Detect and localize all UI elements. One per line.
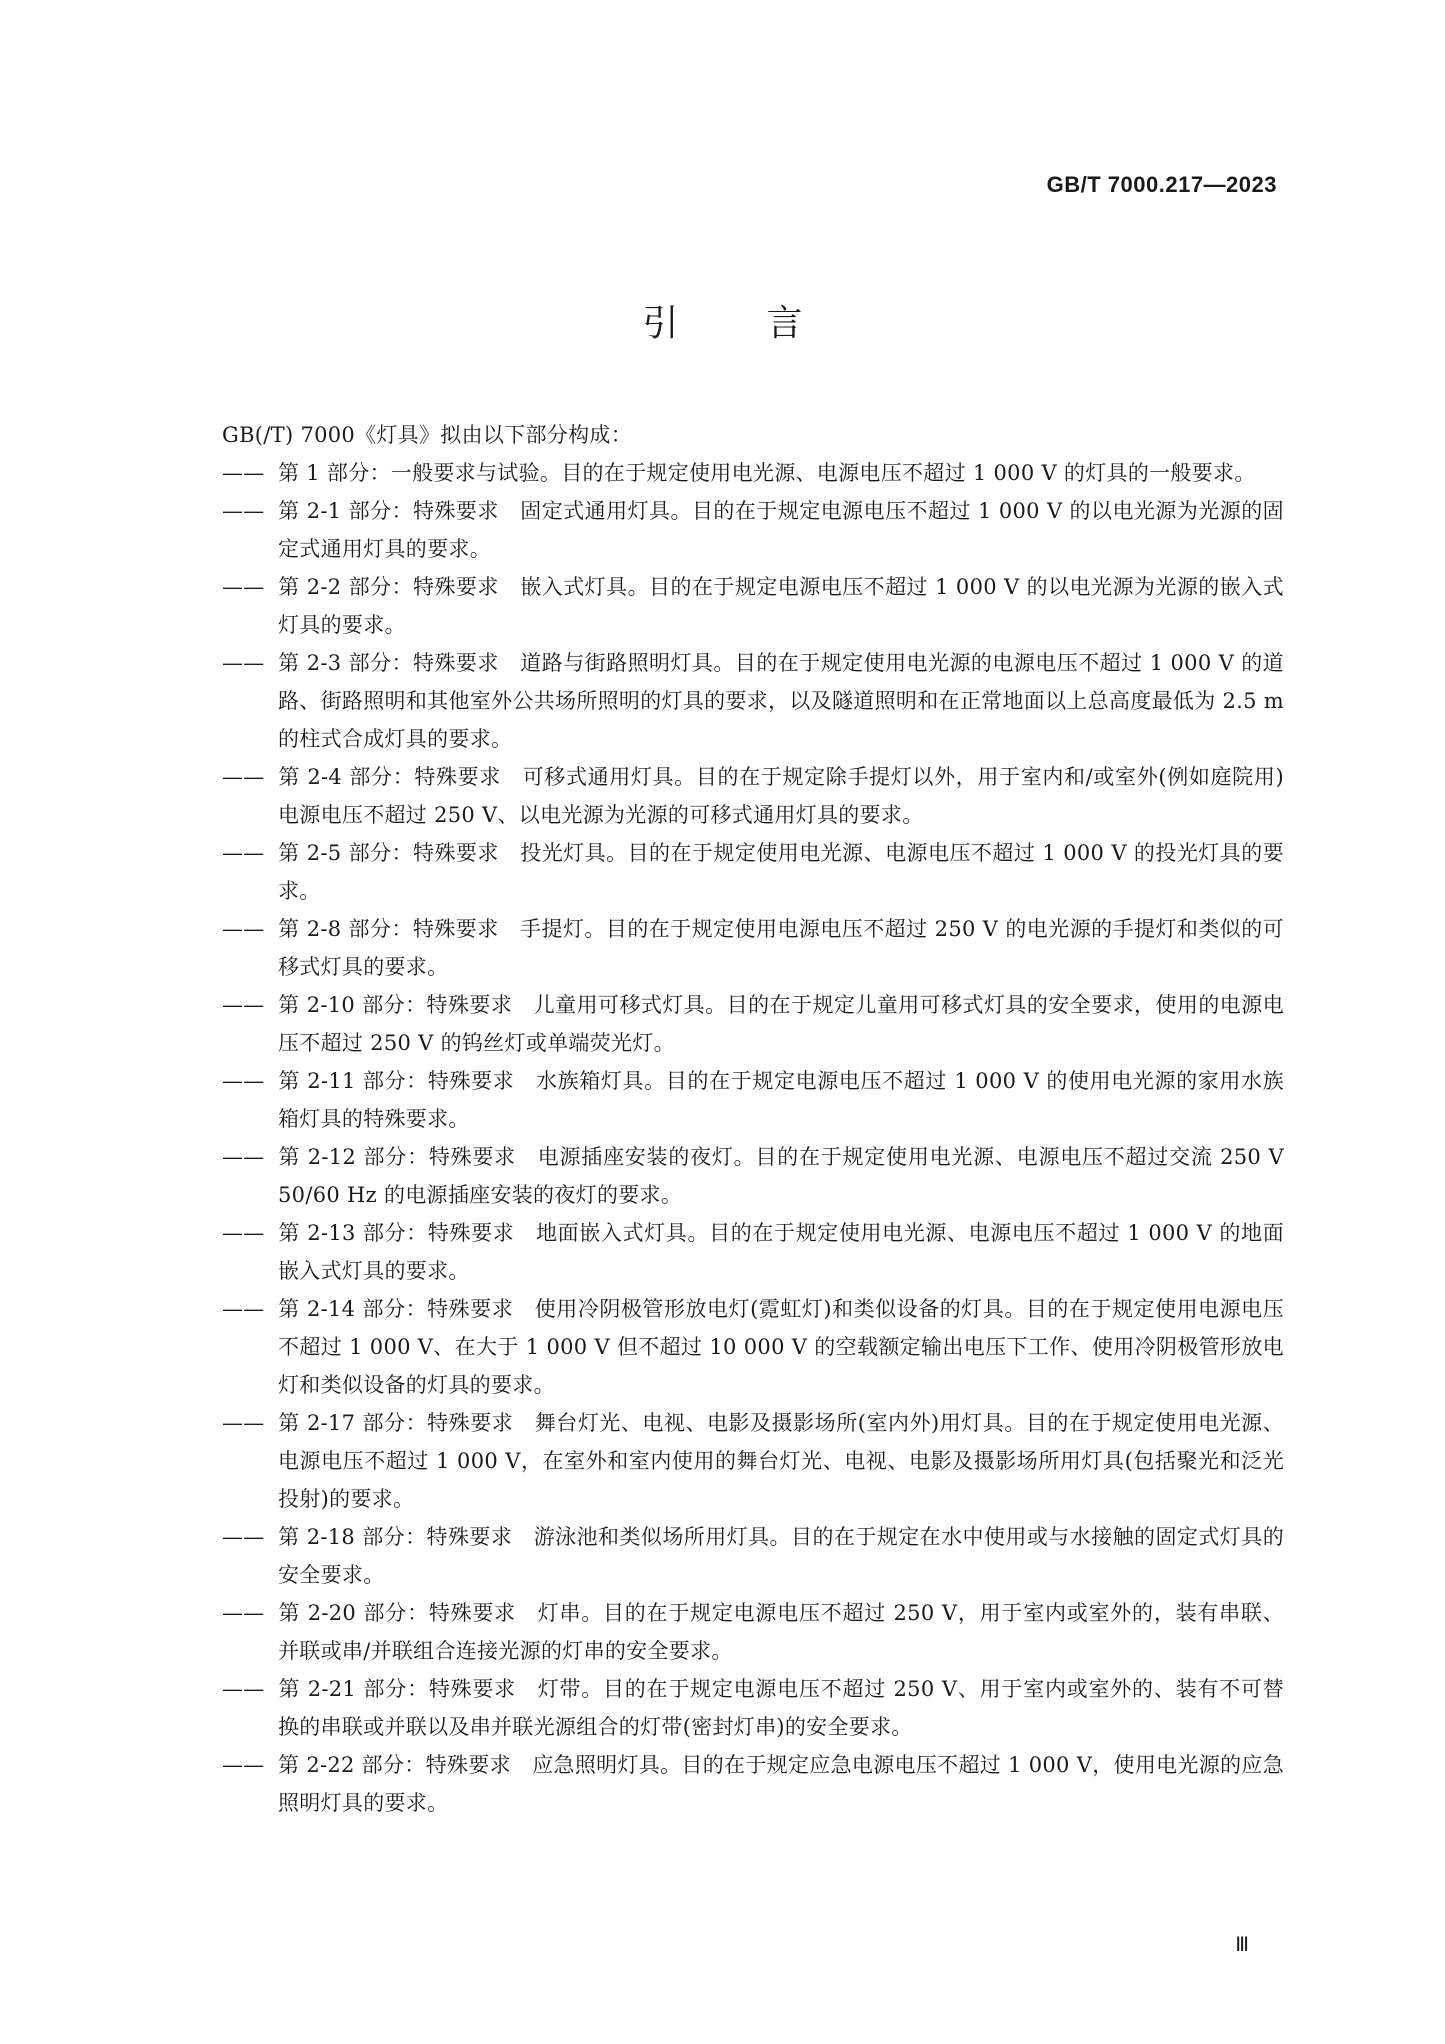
list-item xyxy=(222,1214,1284,1290)
list-item-text: 第 2-8 部分：特殊要求 手提灯。目的在于规定使用电源电压不超过 250 V 的电光源的手提灯和类似的可移式灯具的要求。 xyxy=(278,917,1284,979)
list-item-text: 第 2-22 部分：特殊要求 应急照明灯具。目的在于规定应急电源电压不超过 1 000 V，使用电光源的应急照明灯具的要求。 xyxy=(278,1753,1284,1815)
list-item xyxy=(222,492,1284,568)
list-item xyxy=(222,454,1284,492)
list-item xyxy=(222,834,1284,910)
standard-code: GB/T 7000.217—2023 xyxy=(1046,172,1277,197)
list-item-text: 第 2-13 部分：特殊要求 地面嵌入式灯具。目的在于规定使用电光源、电源电压不超过 1 000 V 的地面嵌入式灯具的要求。 xyxy=(278,1221,1284,1283)
list-item-text: 第 2-2 部分：特殊要求 嵌入式灯具。目的在于规定电源电压不超过 1 000 V 的以电光源为光源的嵌入式灯具的要求。 xyxy=(278,575,1284,637)
list-dash: —— xyxy=(222,499,265,523)
list-item-text: 第 2-11 部分：特殊要求 水族箱灯具。目的在于规定电源电压不超过 1 000 V 的使用电光源的家用水族箱灯具的特殊要求。 xyxy=(278,1069,1284,1131)
list-item-text: 第 2-14 部分：特殊要求 使用冷阴极管形放电灯(霓虹灯)和类似设备的灯具。目的在于规定使用电源电压不超过 1 000 V、在大于 1 000 V 但不超过 10 000 V 的空载额定输出电压下工作、使用冷阴极管形放电灯和类似设备的灯具的要求。 xyxy=(278,1297,1284,1397)
list-item xyxy=(222,986,1284,1062)
list-item xyxy=(222,910,1284,986)
list-item xyxy=(222,1138,1284,1214)
list-dash: —— xyxy=(222,917,265,941)
list-dash: —— xyxy=(222,575,265,599)
list-item xyxy=(222,644,1284,758)
list-item-text: 第 1 部分：一般要求与试验。目的在于规定使用电光源、电源电压不超过 1 000 V 的灯具的一般要求。 xyxy=(278,461,1256,485)
list-dash: —— xyxy=(222,1145,265,1169)
list-dash: —— xyxy=(222,1221,265,1245)
list-item xyxy=(222,1518,1284,1594)
list-dash: —— xyxy=(222,1753,265,1777)
list-item-text: 第 2-17 部分：特殊要求 舞台灯光、电视、电影及摄影场所(室内外)用灯具。目的在于规定使用电光源、电源电压不超过 1 000 V，在室外和室内使用的舞台灯光、电视、电影及摄影场所用灯具(包括聚光和泛光投射)的要求。 xyxy=(278,1411,1284,1511)
list-dash: —— xyxy=(222,1525,265,1549)
page-title: 引言 xyxy=(642,303,891,344)
list-dash: —— xyxy=(222,1677,265,1701)
list-item xyxy=(222,758,1284,834)
list-item xyxy=(222,1290,1284,1404)
list-item xyxy=(222,1062,1284,1138)
list-dash: —— xyxy=(222,651,265,675)
body-text xyxy=(222,416,1284,1822)
list-dash: —— xyxy=(222,1297,265,1321)
list-item xyxy=(222,1670,1284,1746)
intro-paragraph: GB(/T) 7000《灯具》拟由以下部分构成： xyxy=(222,423,632,447)
list-dash: —— xyxy=(222,1069,265,1093)
list-item xyxy=(222,1594,1284,1670)
list-dash: —— xyxy=(222,1411,265,1435)
page-number: Ⅲ xyxy=(1235,1934,1249,1956)
list-dash: —— xyxy=(222,993,265,1017)
list-dash: —— xyxy=(222,1601,265,1625)
list-item xyxy=(222,1404,1284,1518)
list-item-text: 第 2-1 部分：特殊要求 固定式通用灯具。目的在于规定电源电压不超过 1 000 V 的以电光源为光源的固定式通用灯具的要求。 xyxy=(278,499,1284,561)
list-item-text: 第 2-21 部分：特殊要求 灯带。目的在于规定电源电压不超过 250 V、用于室内或室外的、装有不可替换的串联或并联以及串并联光源组合的灯带(密封灯串)的安全要求。 xyxy=(278,1677,1284,1739)
list-item-text: 第 2-12 部分：特殊要求 电源插座安装的夜灯。目的在于规定使用电光源、电源电压不超过交流 250 V 50/60 Hz 的电源插座安装的夜灯的要求。 xyxy=(278,1145,1284,1207)
list-item xyxy=(222,568,1284,644)
list-item-text: 第 2-4 部分：特殊要求 可移式通用灯具。目的在于规定除手提灯以外，用于室内和/或室外(例如庭院用)电源电压不超过 250 V、以电光源为光源的可移式通用灯具的要求。 xyxy=(278,765,1284,827)
list-item-text: 第 2-10 部分：特殊要求 儿童用可移式灯具。目的在于规定儿童用可移式灯具的安全要求，使用的电源电压不超过 250 V 的钨丝灯或单端荧光灯。 xyxy=(278,993,1284,1055)
list-dash: —— xyxy=(222,765,265,789)
list-item-text: 第 2-18 部分：特殊要求 游泳池和类似场所用灯具。目的在于规定在水中使用或与水接触的固定式灯具的安全要求。 xyxy=(278,1525,1284,1587)
list-item-text: 第 2-20 部分：特殊要求 灯串。目的在于规定电源电压不超过 250 V，用于室内或室外的，装有串联、并联或串/并联组合连接光源的灯串的安全要求。 xyxy=(278,1601,1284,1663)
list-item-text: 第 2-5 部分：特殊要求 投光灯具。目的在于规定使用电光源、电源电压不超过 1 000 V 的投光灯具的要求。 xyxy=(278,841,1284,903)
list-dash: —— xyxy=(222,841,265,865)
list-item-text: 第 2-3 部分：特殊要求 道路与街路照明灯具。目的在于规定使用电光源的电源电压不超过 1 000 V 的道路、街路照明和其他室外公共场所照明的灯具的要求，以及隧道照明和在正常地面以上总高度最低为 2.5 m 的柱式合成灯具的要求。 xyxy=(278,651,1284,751)
list-dash: —— xyxy=(222,461,265,485)
list-item xyxy=(222,1746,1284,1822)
